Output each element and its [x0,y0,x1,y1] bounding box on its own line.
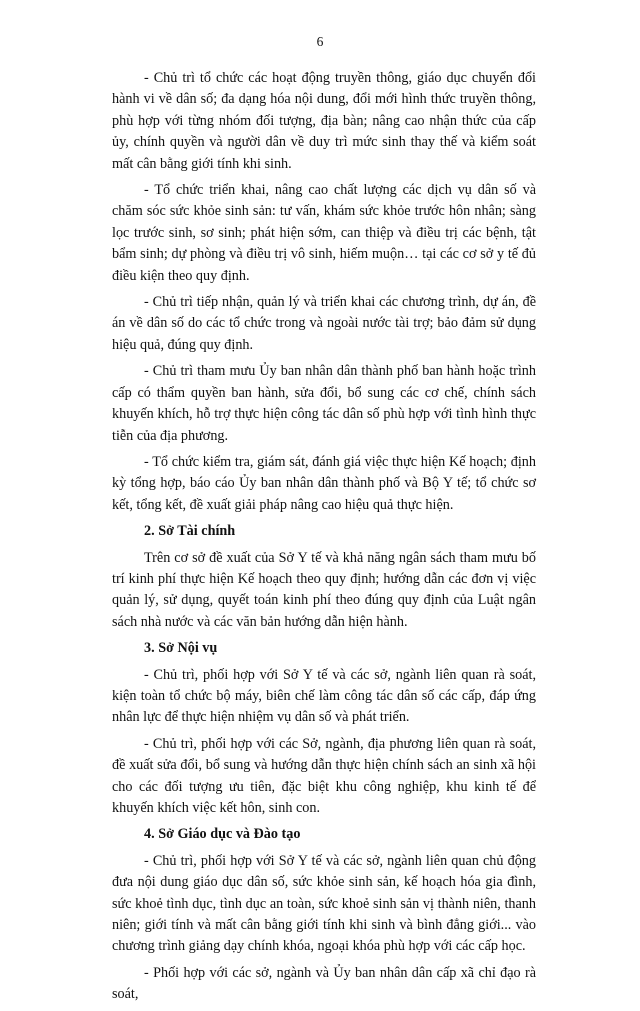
section-heading: 3. Sở Nội vụ [144,640,218,657]
paragraph: - Chủ trì tổ chức các hoạt động truyền thông, giáo dục chuyển đổi hành vi về dân số; đa dạng hóa nội dung, đổi mới hình thức truyền thông, phù hợp với từng nhóm đối tượng, địa bàn; nâng cao nhận thức của cấp ủy, chính quyền và người dân về duy trì mức sinh thay thế và kiểm soát mất cân bằng giới tính khi sinh. [112,70,536,172]
paragraph: - Chủ trì tham mưu Ủy ban nhân dân thành phố ban hành hoặc trình cấp có thẩm quyền ban hành, sửa đổi, bổ sung các cơ chế, chính sách khuyến khích, hỗ trợ thực hiện công tác dân số phù hợp với tình hình thực tiễn của địa phương. [112,363,536,444]
paragraph: - Chủ trì, phối hợp với Sở Y tế và các sở, ngành liên quan rà soát, kiện toàn tổ chức bộ máy, biên chế làm công tác dân số các cấp, đáp ứng nhân lực để thực hiện nhiệm vụ dân số và phát triển. [112,666,536,726]
paragraph: - Phối hợp với các sở, ngành và Ủy ban nhân dân cấp xã chỉ đạo rà soát, [112,964,536,1003]
page-number: 6 [316,34,324,49]
section-heading: 2. Sở Tài chính [144,523,236,540]
section-heading: 4. Sở Giáo dục và Đào tạo [144,826,301,843]
paragraph: - Chủ trì tiếp nhận, quản lý và triển khai các chương trình, dự án, đề án về dân số do các tổ chức trong và ngoài nước tài trợ; bảo đảm sử dụng hiệu quả, đúng quy định. [112,294,536,353]
document-body [112,68,536,1011]
paragraph: - Chủ trì, phối hợp với các Sở, ngành, địa phương liên quan rà soát, đề xuất sửa đổi, bổ sung và hướng dẫn thực hiện chính sách an sinh xã hội cho các đối tượng ưu tiên, đặc biệt khu công nghiệp, khu kinh tế để khuyến khích việc kết hôn, sinh con. [112,735,536,816]
paragraph: Trên cơ sở đề xuất của Sở Y tế và khả năng ngân sách tham mưu bố trí kinh phí thực hiện Kế hoạch theo quy định; hướng dẫn các đơn vị việc quản lý, sử dụng, quyết toán kinh phí theo đúng quy định của Luật ngân sách nhà nước và các văn bản hướng dẫn hiện hành. [112,549,536,630]
paragraph: - Tổ chức triển khai, nâng cao chất lượng các dịch vụ dân số và chăm sóc sức khỏe sinh sản: tư vấn, khám sức khỏe trước hôn nhân; sàng lọc trước sinh, sơ sinh; phát hiện sớm, can thiệp và điều trị các bệnh, tật bẩm sinh; dự phòng và điều trị vô sinh, hiếm muộn… tại các cơ sở y tế đủ điều kiện theo quy định. [112,182,536,284]
paragraph: - Chủ trì, phối hợp với Sở Y tế và các sở, ngành liên quan chủ động đưa nội dung giáo dục dân số, sức khỏe sinh sản, kế hoạch hóa gia đình, sức khoẻ tình dục, tình dục an toàn, sức khoẻ sinh sản vị thành niên, thanh niên; giới tính và mất cân bằng giới tính khi sinh và bình đẳng giới... vào chương trình giảng dạy chính khóa, ngoại khóa phù hợp với các cấp học. [112,852,536,955]
paragraph: - Tổ chức kiểm tra, giám sát, đánh giá việc thực hiện Kế hoạch; định kỳ tổng hợp, báo cáo Ủy ban nhân dân thành phố và Bộ Y tế; tổ chức sơ kết, tổng kết, đề xuất giải pháp nâng cao hiệu quả thực hiện. [112,453,536,513]
